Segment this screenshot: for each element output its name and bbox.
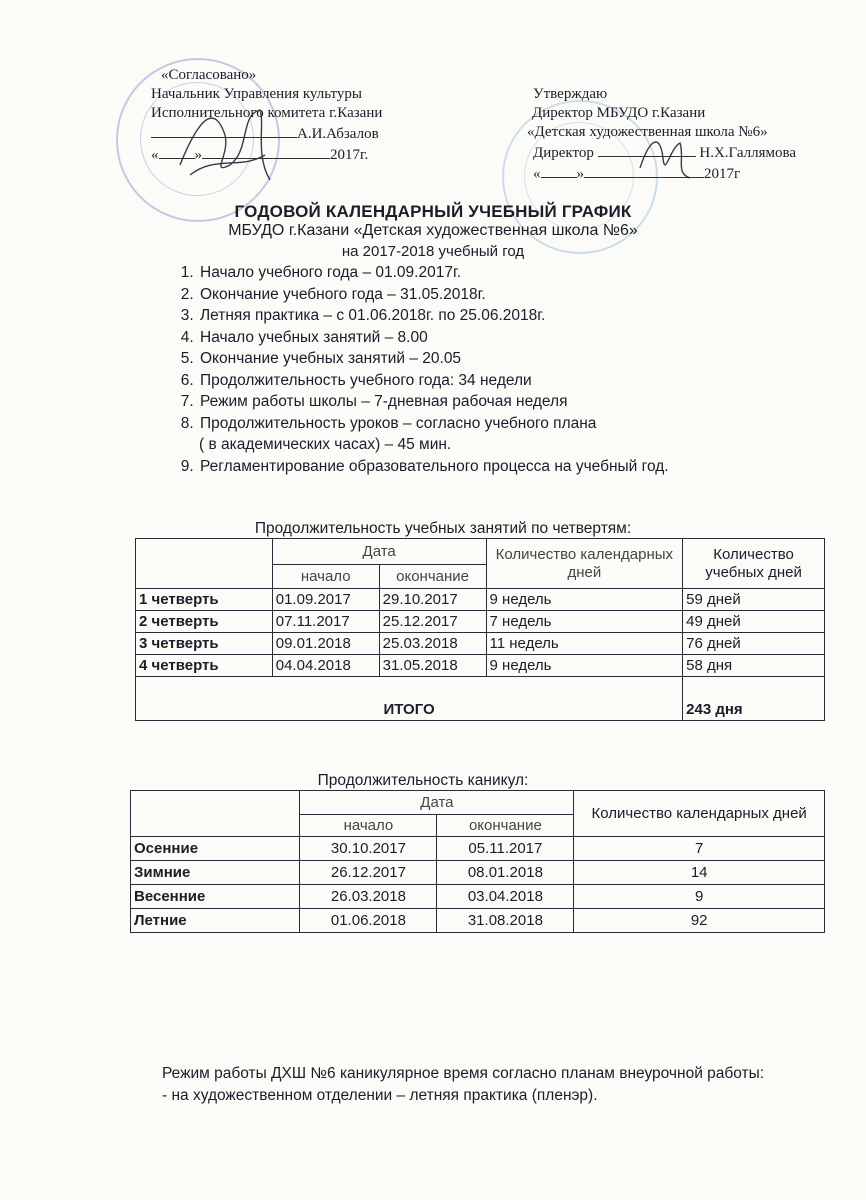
- list-item: 9. Регламентирование образовательного процесса на учебный год.: [198, 456, 669, 478]
- approval-left-name: А.И.Абзалов: [297, 126, 379, 142]
- quarters-col-date: Дата: [272, 539, 486, 565]
- approval-right-line4: Директор Н.Х.Галлямова: [527, 142, 796, 163]
- quarters-total-value: 243 дня: [683, 677, 825, 721]
- approval-right: [527, 85, 796, 184]
- approval-left-line3: Исполнительного комитета г.Казани: [151, 105, 383, 121]
- holidays-col-days: Количество календарных дней: [574, 791, 825, 837]
- footer-line1: Режим работы ДХШ №6 каникулярное время согласно планам внеурочной работы:: [162, 1065, 765, 1082]
- approval-left: [151, 66, 382, 165]
- document-title: ГОДОВОЙ КАЛЕНДАРНЫЙ УЧЕБНЫЙ ГРАФИК: [234, 202, 632, 221]
- approval-left-line5: « » 2017г.: [151, 144, 382, 165]
- table-row: Зимние 26.12.2017 08.01.2018 14: [131, 861, 825, 885]
- approval-left-year: 2017г.: [330, 147, 369, 163]
- quarters-caption: Продолжительность учебных занятий по четвертям:: [254, 520, 632, 537]
- schedule-items: [170, 262, 669, 477]
- table-row: Летние 01.06.2018 31.08.2018 92: [131, 909, 825, 933]
- academic-year: на 2017-2018 учебный год: [341, 243, 525, 260]
- holidays-col-start: начало: [300, 815, 437, 837]
- list-item: 3. Летняя практика – с 01.06.2018г. по 25.06.2018г.: [198, 305, 669, 327]
- holidays-col-date: Дата: [300, 791, 574, 815]
- approval-right-line1: Утверждаю: [533, 86, 608, 102]
- holidays-col-end: окончание: [437, 815, 574, 837]
- quarters-empty-header: [136, 539, 273, 589]
- quarters-col-cal-days: Количество календарных дней: [486, 539, 683, 589]
- quarters-col-study-days: Количество учебных дней: [683, 539, 825, 589]
- list-item: 2. Окончание учебного года – 31.05.2018г.: [198, 284, 669, 306]
- footer-note: [162, 1063, 822, 1107]
- approval-right-name: Н.Х.Галлямова: [699, 145, 797, 161]
- holidays-empty-header: [131, 791, 300, 837]
- approval-right-year: 2017г: [704, 166, 741, 182]
- quarters-col-end: окончание: [379, 565, 486, 589]
- approval-right-line5: « » 2017г: [527, 163, 796, 184]
- table-row: Осенние 30.10.2017 05.11.2017 7: [131, 837, 825, 861]
- table-row: 2 четверть 07.11.2017 25.12.2017 7 недель 49 дней: [136, 611, 825, 633]
- table-row: 4 четверть 04.04.2018 31.05.2018 9 недель 58 дня: [136, 655, 825, 677]
- quarters-total-label: ИТОГО: [136, 677, 683, 721]
- table-total-row: [136, 677, 825, 721]
- table-row: 3 четверть 09.01.2018 25.03.2018 11 недель 76 дней: [136, 633, 825, 655]
- approval-right-line2: Директор МБУДО г.Казани: [532, 105, 706, 121]
- holidays-table: [130, 790, 825, 933]
- approval-left-line1: «Согласовано»: [161, 67, 257, 83]
- list-item: 1. Начало учебного года – 01.09.2017г.: [198, 262, 669, 284]
- organization-name: МБУДО г.Казани «Детская художественная школа №6»: [228, 222, 638, 239]
- list-item: 6. Продолжительность учебного года: 34 недели: [198, 370, 669, 392]
- holidays-caption: Продолжительность каникул:: [317, 772, 529, 789]
- list-item: 7. Режим работы школы – 7-дневная рабочая неделя: [198, 391, 669, 413]
- approval-left-line4: [151, 123, 382, 144]
- approval-left-line2: Начальник Управления культуры: [151, 86, 362, 102]
- list-item-continuation: ( в академических часах) – 45 мин.: [199, 436, 452, 453]
- list-item: 4. Начало учебных занятий – 8.00: [198, 327, 669, 349]
- approval-right-line3: «Детская художественная школа №6»: [527, 124, 768, 140]
- footer-line2: - на художественном отделении – летняя практика (пленэр).: [162, 1087, 598, 1104]
- table-row: Весенние 26.03.2018 03.04.2018 9: [131, 885, 825, 909]
- quarters-col-start: начало: [272, 565, 379, 589]
- list-item: 5. Окончание учебных занятий – 20.05: [198, 348, 669, 370]
- table-row: 1 четверть 01.09.2017 29.10.2017 9 недель 59 дней: [136, 589, 825, 611]
- list-item: 8. Продолжительность уроков – согласно учебного плана ( в академических часах) – 45 мин.: [198, 413, 669, 456]
- quarters-table: [135, 538, 825, 721]
